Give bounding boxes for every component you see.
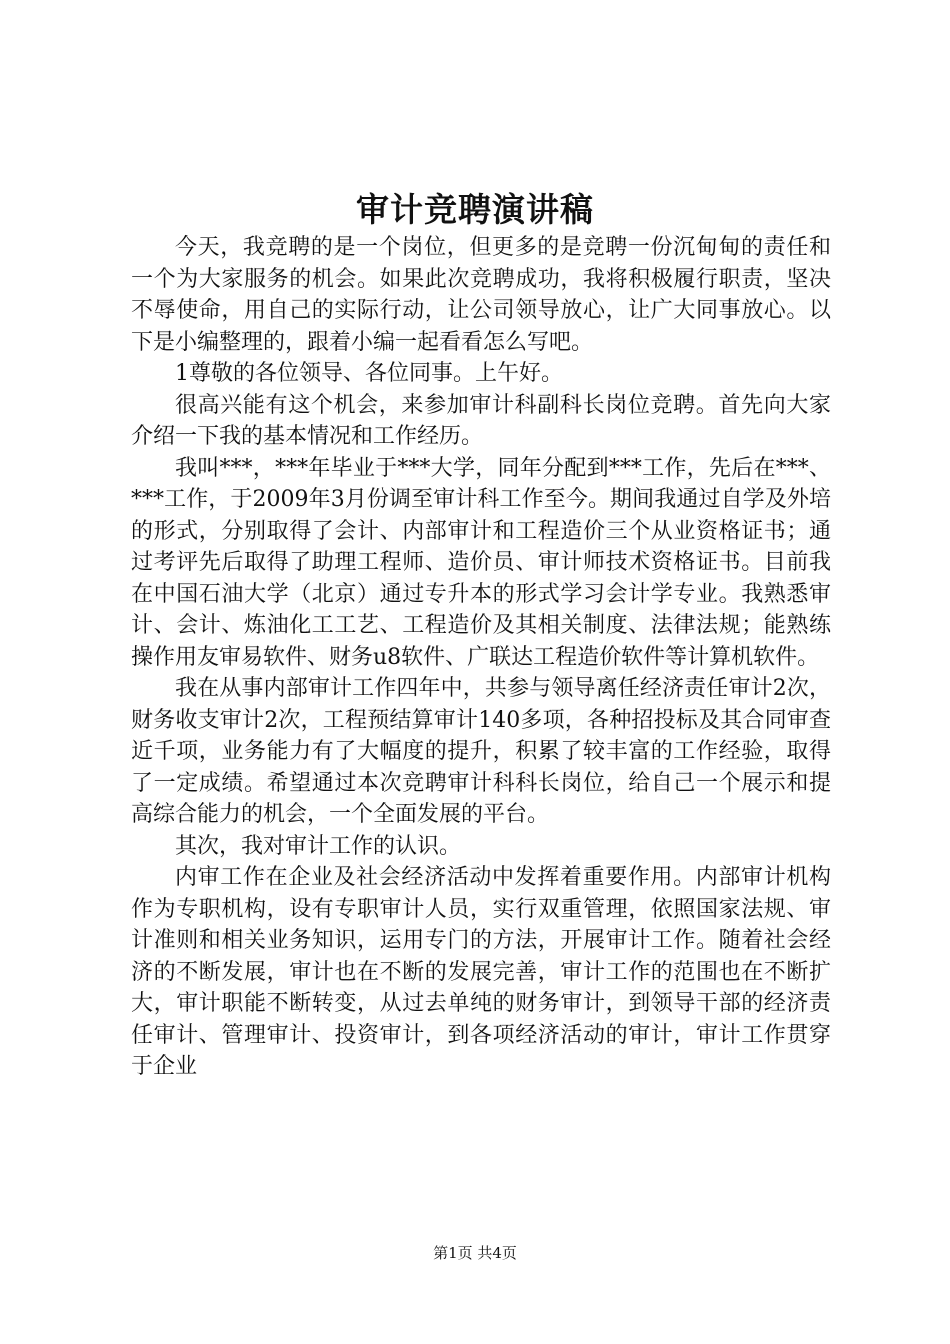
document-title: 审计竞聘演讲稿 (356, 190, 594, 229)
paragraph-background: 我叫***，***年毕业于***大学，同年分配到***工作，先后在***、***工作，于2009年3月份调至审计科工作至今。期间我通过自学及外培的形式，分别取得了会计、内部审计和工程造价三个从业资格证书；通过考评先后取得了助理工程师、造价员、审计师技术资格证书。目前我在中国石油大学（北京）通过专升本的形式学习会计学专业。我熟悉审计、会计、炼油化工工艺、工程造价及其相关制度、法律法规；能熟练操作用友审易软件、财务u8软件、广联达工程造价软件等计算机软件。 (131, 455, 831, 670)
document-body (131, 232, 831, 1083)
paragraph-intro: 今天，我竞聘的是一个岗位，但更多的是竞聘一份沉甸甸的责任和一个为大家服务的机会。如果此次竞聘成功，我将积极履行职责，坚决不辱使命，用自己的实际行动，让公司领导放心，让广大同事放心。以下是小编整理的，跟着小编一起看看怎么写吧。 (131, 235, 831, 355)
paragraph-audit-role: 内审工作在企业及社会经济活动中发挥着重要作用。内部审计机构作为专职机构，设有专职审计人员，实行双重管理，依照国家法规、审计准则和相关业务知识，运用专门的方法，开展审计工作。随着社会经济的不断发展，审计也在不断的发展完善，审计工作的范围也在不断扩大，审计职能不断转变，从过去单纯的财务审计，到领导干部的经济责任审计、管理审计、投资审计，到各项经济活动的审计，审计工作贯穿于企业 (131, 865, 831, 1079)
paragraph-greeting: 1尊敬的各位领导、各位同事。上午好。 (175, 361, 563, 386)
paragraph-experience: 我在从事内部审计工作四年中，共参与领导离任经济责任审计2次，财务收支审计2次，工程预结算审计140多项，各种招投标及其合同审查近千项，业务能力有了大幅度的提升，积累了较丰富的工作经验，取得了一定成绩。希望通过本次竞聘审计科科长岗位，给自己一个展示和提高综合能力的机会，一个全面发展的平台。 (131, 676, 831, 827)
paragraph-opening: 很高兴能有这个机会，来参加审计科副科长岗位竞聘。首先向大家介绍一下我的基本情况和工作经历。 (131, 392, 831, 449)
paragraph-section-heading: 其次，我对审计工作的认识。 (175, 833, 462, 859)
page-number-footer: 第1页 共4页 (433, 1244, 517, 1262)
